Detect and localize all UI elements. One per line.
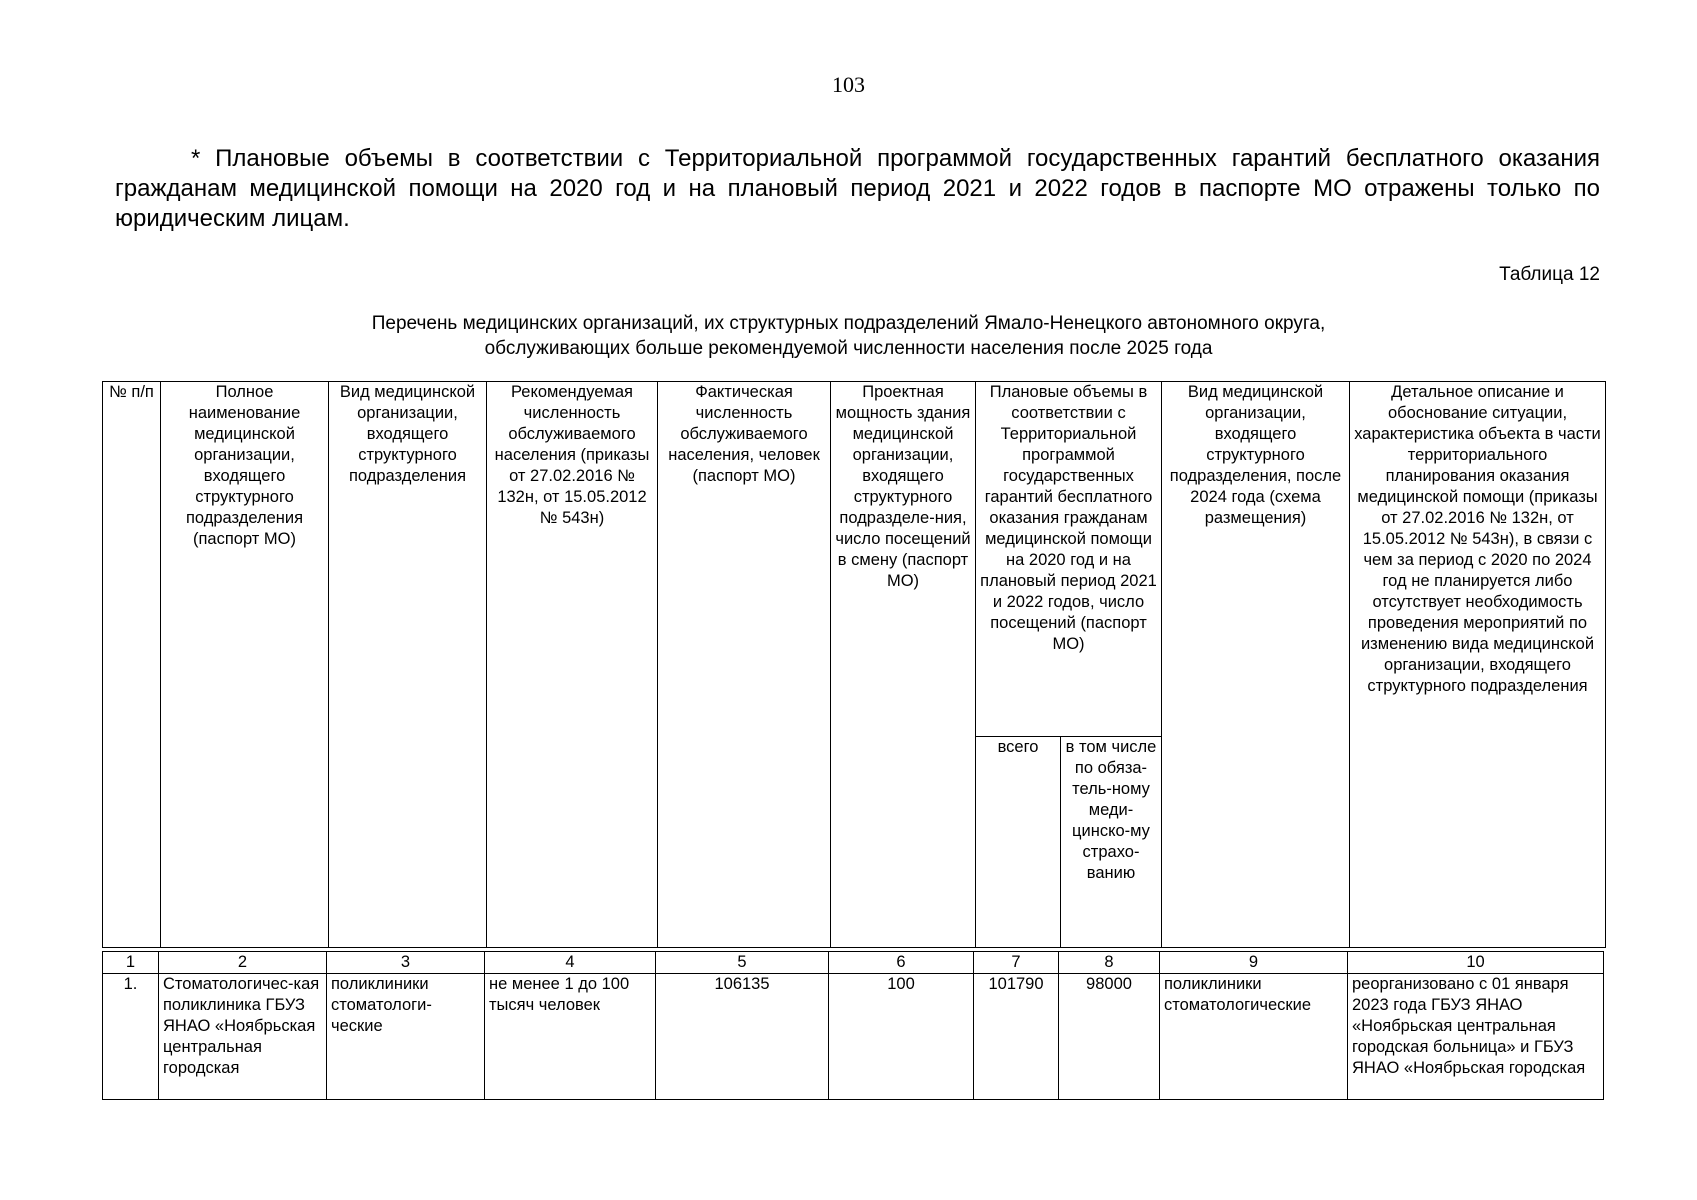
column-number: 7 <box>974 952 1059 974</box>
caption-line-2: обслуживающих больше рекомендуемой численности населения после 2025 года <box>484 338 1213 359</box>
header-col-8: в том числе по обяза-тель-ному меди-цинско-му страхо-ванию <box>1061 737 1162 948</box>
table-header <box>102 381 1606 948</box>
row-name: Стоматологичес-кая поликлиника ГБУЗ ЯНАО «Ноябрьская центральная городская <box>159 974 327 1100</box>
column-number: 6 <box>829 952 974 974</box>
row-total: 101790 <box>974 974 1059 1100</box>
column-number: 3 <box>327 952 485 974</box>
column-number-row <box>103 952 1604 974</box>
row-actual: 106135 <box>656 974 829 1100</box>
row-description: реорганизовано с 01 января 2023 года ГБУЗ ЯНАО «Ноябрьская центральная городская больница» и ГБУЗ ЯНАО «Ноябрьская городская <box>1348 974 1604 1100</box>
row-capacity: 100 <box>829 974 974 1100</box>
column-number: 2 <box>159 952 327 974</box>
header-col-7-8: Плановые объемы в соответствии с Территориальной программой государственных гарантий бесплатного оказания гражданам медицинской помощи на 2020 год и на плановый период 2021 и 2022 годов, число посещений (паспорт МО) <box>976 382 1162 737</box>
table-row <box>103 974 1604 1100</box>
header-col-10: Детальное описание и обоснование ситуации, характеристика объекта в части территориального планирования оказания медицинской помощи (приказы от 27.02.2016 № 132н, от 15.05.2012 № 543н), в связи с чем за период с 2020 по 2024 год не планируется либо отсутствует необходимость проведения мероприятий по изменению вида медицинской организации, входящего структурного подразделения <box>1350 382 1606 948</box>
column-number: 9 <box>1160 952 1348 974</box>
column-number: 8 <box>1059 952 1160 974</box>
header-col-6: Проектная мощность здания медицинской организации, входящего структурного подразделе-ния, число посещений в смену (паспорт МО) <box>831 382 976 948</box>
header-col-7: всего <box>976 737 1061 948</box>
header-col-5: Фактическая численность обслуживаемого населения, человек (паспорт МО) <box>658 382 831 948</box>
row-type-after: поликлиники стоматологические <box>1160 974 1348 1100</box>
row-oms: 98000 <box>1059 974 1160 1100</box>
column-number: 4 <box>485 952 656 974</box>
row-num: 1. <box>103 974 159 1100</box>
header-col-9: Вид медицинской организации, входящего структурного подразделения, после 2024 года (схема размещения) <box>1162 382 1350 948</box>
caption-line-1: Перечень медицинских организаций, их структурных подразделений Ямало-Ненецкого автономного округа, <box>371 313 1326 334</box>
header-col-3: Вид медицинской организации, входящего структурного подразделения <box>329 382 487 948</box>
page-number: 103 <box>832 72 865 97</box>
column-number: 1 <box>103 952 159 974</box>
column-number: 10 <box>1348 952 1604 974</box>
row-type: поликлиники стоматологи-ческие <box>327 974 485 1100</box>
row-recommended: не менее 1 до 100 тысяч человек <box>485 974 656 1100</box>
header-col-2: Полное наименование медицинской организации, входящего структурного подразделения (паспорт МО) <box>161 382 329 948</box>
footnote-text: * Плановые объемы в соответствии с Территориальной программой государственных гарантий бесплатного оказания гражданам медицинской помощи на 2020 год и на плановый период 2021 и 2022 годов в паспорте МО отражены только по юридическим лицам. <box>115 145 1600 232</box>
header-col-1: № п/п <box>103 382 161 948</box>
column-number: 5 <box>656 952 829 974</box>
table-caption <box>0 311 1697 361</box>
table-label: Таблица 12 <box>1499 264 1600 285</box>
table-body <box>102 951 1604 1100</box>
header-col-4: Рекомендуемая численность обслуживаемого населения (приказы от 27.02.2016 № 132н, от 15.05.2012 № 543н) <box>487 382 658 948</box>
